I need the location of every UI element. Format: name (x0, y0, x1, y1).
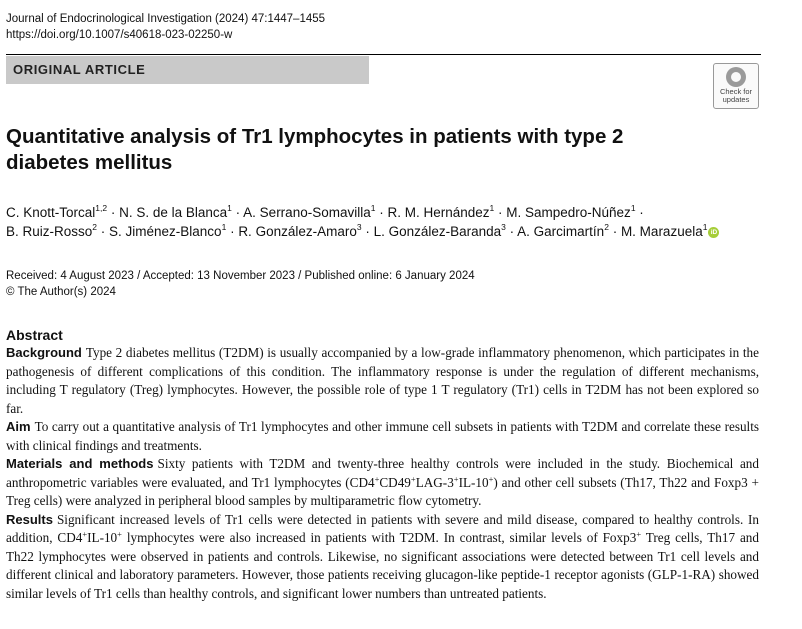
copyright-line: © The Author(s) 2024 (6, 286, 116, 298)
journal-citation: Journal of Endocrinological Investigation (2024) 47:1447–1455 (6, 13, 326, 25)
background-text: Type 2 diabetes mellitus (T2DM) is usually accompanied by a low-grade inflammatory phenomenon, which participates in the pathogenesis of different complications of this condition. The inflammatory response is under the regulation of different mechanisms, including T regulatory (Treg) lymphocytes. However, the possible role of type 1 T regulatory (Tr1) cells in T2DM has not been explored so far. (6, 345, 759, 416)
author[interactable]: N. S. de la Blanca (119, 205, 228, 220)
article-title: Quantitative analysis of Tr1 lymphocytes in patients with type 2 diabetes mellitus (6, 125, 624, 174)
orcid-icon[interactable]: iD (708, 227, 719, 238)
author-list: C. Knott-Torcal$^{1,2}$ · N. S. de la Blanca$^1$ · A. Serrano-Somavilla$^1$ · R. M. Hernández$^1$ · M. Sampedro-Núñez$^1$ · B. Ruiz-Rosso$^2$ · S. Jiménez-Blanco$^1$ · R. González-Amaro$^3$ · L. González-Baranda$^3$ · A. Garcimartín$^2$ · M. Marazuela$^1$iD (6, 203, 766, 241)
results-label: Results (6, 511, 53, 527)
affiliation-sup: 3 (501, 222, 506, 232)
results-text: lymphocytes were also increased in patients with T2DM. In contrast, similar levels of Foxp3 (121, 530, 637, 545)
abstract-results (6, 511, 759, 604)
affiliation-sup: 1 (221, 222, 227, 232)
abstract-aim (6, 418, 759, 455)
superscript-plus: + (410, 473, 416, 484)
affiliation-sup: 1 (702, 222, 708, 232)
methods-label: Materials and methods (6, 456, 154, 471)
affiliation-sup: 3 (356, 222, 362, 232)
aim-text: To carry out a quantitative analysis of Tr1 lymphocytes and other immune cell subsets in patients with T2DM and correlate these results with clinical findings and treatments. (6, 419, 759, 453)
superscript-plus: + (82, 529, 88, 539)
author[interactable]: A. Serrano-Somavilla (243, 205, 371, 220)
author[interactable]: R. M. Hernández (387, 205, 490, 220)
author[interactable]: C. Knott-Torcal (6, 205, 96, 220)
superscript-plus: + (636, 529, 642, 539)
superscript-plus: + (117, 529, 122, 539)
doi-link[interactable]: https://doi.org/10.1007/s40618-023-02250-w (6, 29, 233, 41)
affiliation-sup: 1,2 (95, 203, 108, 213)
check-for-updates-badge[interactable] (713, 63, 759, 109)
affiliation-sup: 1 (370, 203, 376, 213)
affiliation-sup: 1 (489, 203, 495, 213)
update-icon (726, 67, 746, 87)
results-text: IL-10 (87, 530, 118, 545)
author[interactable]: M. Sampedro-Núñez (506, 205, 631, 220)
abstract-background (6, 344, 759, 418)
affiliation-sup: 1 (227, 203, 232, 213)
methods-text: CD49 (379, 474, 411, 490)
results-text: Treg cells, Th17 and Th22 lymphocytes were observed in patients and controls. Likewise, no significant associations were detected between Tr1 cell levels and different clinical and laboratory parameters. However, those patients receiving glucagon-like peptide-1 receptor agonists (GLP-1-RA) showed similar levels of Tr1 cells than healthy controls, and significant lower numbers than untreated patients. (6, 530, 759, 601)
check-badge-line2: updates (722, 95, 750, 104)
methods-text: IL-10 (458, 474, 489, 490)
aim-label: Aim (6, 419, 31, 434)
header-rule (6, 54, 761, 55)
author[interactable]: S. Jiménez-Blanco (109, 224, 222, 239)
abstract-heading: Abstract (6, 327, 63, 343)
article-type-banner: ORIGINAL ARTICLE (6, 56, 369, 84)
author[interactable]: R. González-Amaro (238, 224, 357, 239)
background-label: Background (6, 345, 82, 360)
author[interactable]: B. Ruiz-Rosso (6, 224, 93, 239)
author[interactable]: M. Marazuela (620, 224, 703, 239)
superscript-plus: + (374, 473, 380, 484)
methods-text: Sixty patients with T2DM and twenty-three healthy controls were included in the study. Biochemical and anthropometric variables were evaluated, and Tr1 lymphocytes (CD4 (6, 456, 759, 490)
affiliation-sup: 2 (604, 222, 609, 232)
superscript-plus: + (453, 473, 459, 484)
check-badge-line1: Check for (719, 87, 753, 96)
methods-text: LAG-3 (415, 474, 454, 490)
affiliation-sup: 2 (92, 222, 98, 232)
affiliation-sup: 1 (630, 203, 636, 213)
journal-header (6, 11, 325, 43)
author[interactable]: L. González-Baranda (373, 224, 502, 239)
methods-text: ) and other cell subsets (Th17, Th22 and Foxp3 + Treg cells) were analyzed in peripheral blood samples by multiparametric flow cytometry. (6, 474, 759, 508)
superscript-plus: + (488, 473, 494, 484)
publication-dates (6, 268, 475, 300)
abstract-methods (6, 455, 759, 511)
dates-line: Received: 4 August 2023 / Accepted: 13 November 2023 / Published online: 6 January 2024 (6, 270, 475, 282)
author[interactable]: A. Garcimartín (517, 224, 605, 239)
abstract (6, 326, 759, 603)
results-text: Significant increased levels of Tr1 cells were detected in patients with severe and mild disease, compared to healthy controls. In addition, CD4 (6, 511, 759, 545)
